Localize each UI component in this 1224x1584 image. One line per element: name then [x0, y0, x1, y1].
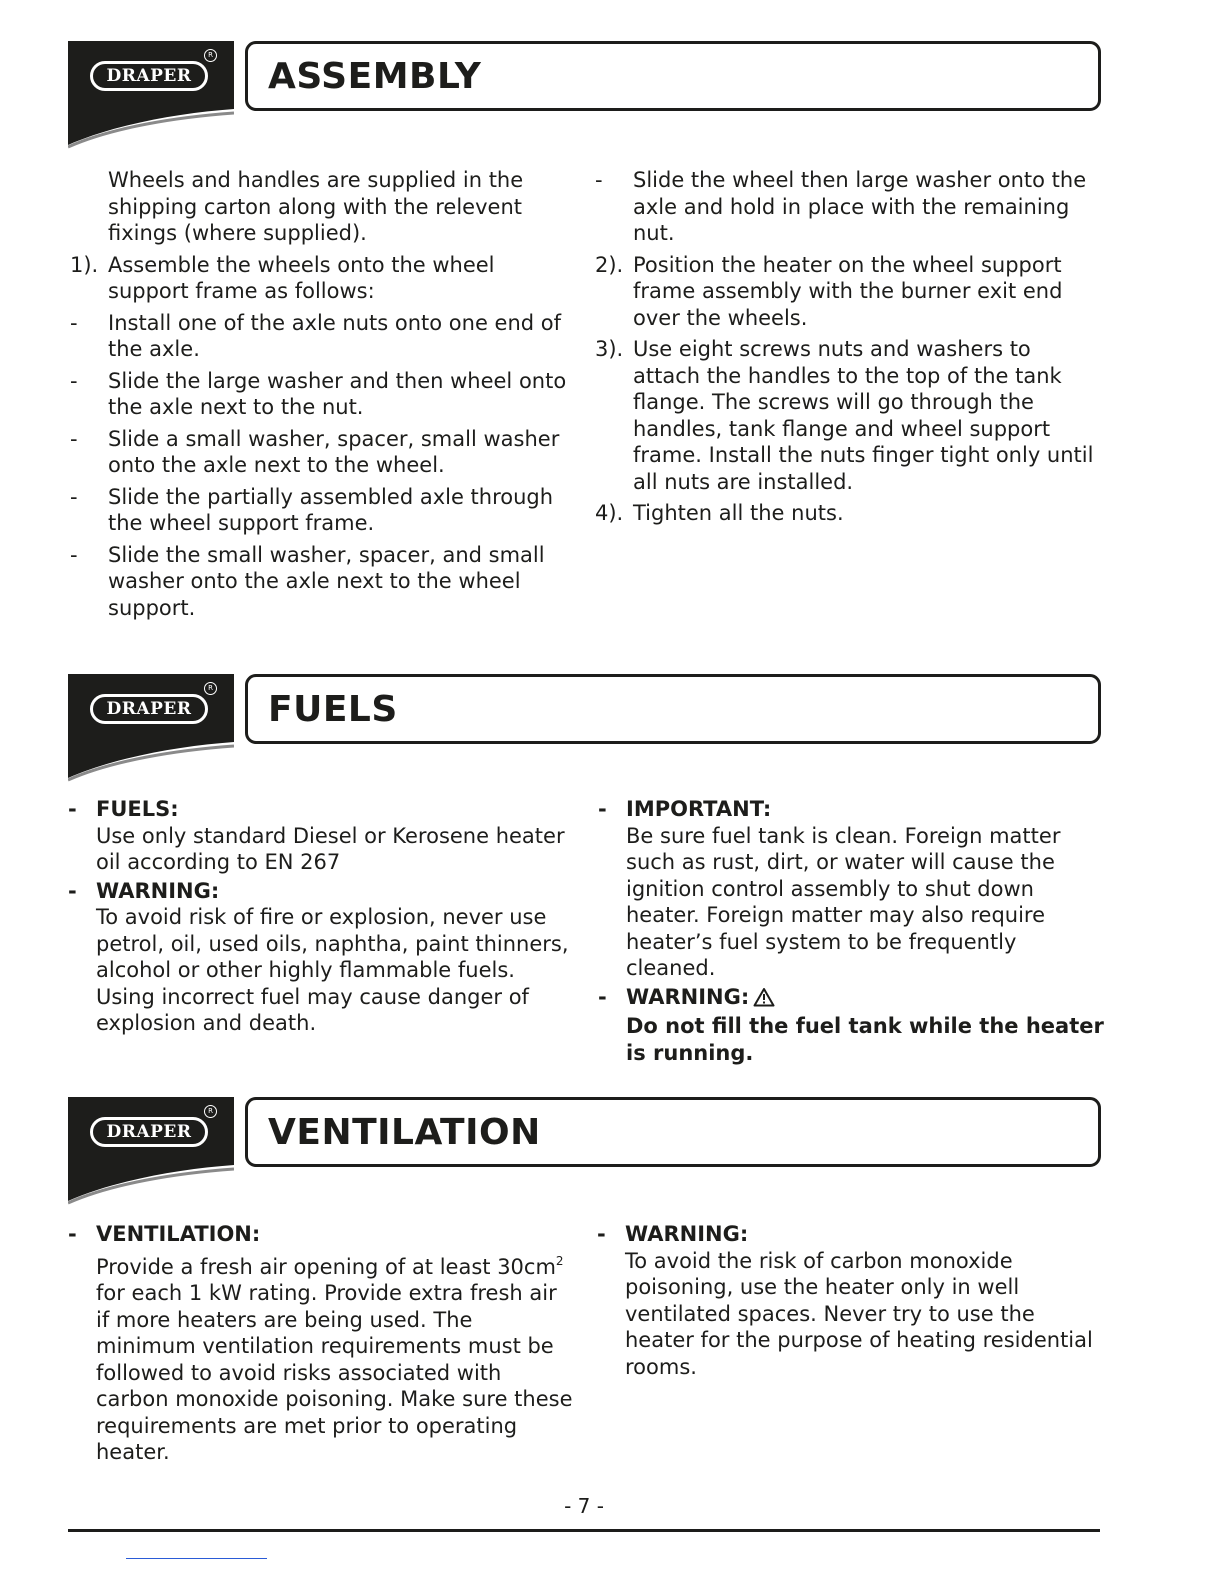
fuels-right-column — [596, 796, 1106, 1068]
list-item: - WARNING: To avoid the risk of carbon monoxide poisoning, use the heater only in well ventilated spaces. Never try to use the heater for the purpose of heating residential rooms. — [595, 1221, 1105, 1380]
ventilation-heading: VENTILATION: — [96, 1222, 261, 1246]
brand-name: DRAPER — [106, 1122, 192, 1142]
list-item: - FUELS: Use only standard Diesel or Kerosene heater oil according to EN 267 — [66, 796, 578, 876]
fuels-title: FUELS — [268, 689, 398, 730]
registered-mark: R — [204, 1105, 217, 1118]
list-item: - VENTILATION: Provide a fresh air opening of at least $30cm^2$ for each 1 kW rating. Provide extra fresh air if more heaters are being used. The minimum ventilation requirements must be followed to avoid risks associated with carbon monoxide poisoning. Make sure these requirements are met prior to operating heater. — [66, 1221, 576, 1466]
list-item: - WARNING: Do not fill the fuel tank while the heater is running. — [596, 984, 1106, 1067]
assembly-right-column — [595, 167, 1103, 532]
draper-logo — [68, 1097, 234, 1205]
fuels-title-box — [245, 674, 1101, 744]
ventilation-left-column — [66, 1221, 576, 1468]
warning-triangle-icon — [753, 987, 775, 1014]
warning-heading: WARNING: — [625, 1222, 749, 1246]
list-item: 1). Assemble the wheels onto the wheel support frame as follows: — [70, 252, 495, 303]
list-item: - WARNING: To avoid risk of fire or explosion, never use petrol, oil, used oils, naphtha, paint thinners, alcohol or other highly flammable fuels. Using incorrect fuel may cause danger of explosion and death. — [66, 878, 578, 1037]
warning-heading: WARNING: — [96, 878, 220, 903]
registered-mark: R — [204, 49, 217, 62]
warning-heading: WARNING: — [626, 984, 1106, 1014]
list-item: 3). Use eight screws nuts and washers to attach the handles to the top of the tank flange. The screws will go through the handles, tank flange and wheel support frame. Install the nuts finger tight only until all nuts are installed. — [595, 337, 1094, 494]
footer-divider — [68, 1529, 1100, 1532]
list-item: - Slide the partially assembled axle through the wheel support frame. — [70, 484, 554, 535]
draper-logo — [68, 41, 234, 149]
list-item: - Install one of the axle nuts onto one end of the axle. — [70, 310, 562, 361]
list-item: - Slide the wheel then large washer onto the axle and hold in place with the remaining nut. — [595, 168, 1087, 245]
ventilation-title-box — [245, 1097, 1101, 1167]
fuels-left-column — [66, 796, 578, 1039]
assembly-left-column — [70, 167, 580, 626]
list-item: - Slide a small washer, spacer, small washer onto the axle next to the wheel. — [70, 426, 560, 477]
list-item: Wheels and handles are supplied in the shipping carton along with the relevent fixings (where supplied). — [108, 168, 524, 245]
list-item: 4). Tighten all the nuts. — [595, 501, 844, 525]
fuels-heading: FUELS: — [96, 797, 179, 821]
ventilation-title: VENTILATION — [268, 1112, 541, 1153]
brand-name: DRAPER — [106, 66, 192, 86]
ventilation-right-column — [595, 1221, 1105, 1382]
footer-link-underline — [126, 1558, 267, 1559]
list-item: - Slide the small washer, spacer, and small washer onto the axle next to the wheel support. — [70, 542, 545, 620]
list-item: - IMPORTANT: Be sure fuel tank is clean. Foreign matter such as rust, dirt, or water will cause the ignition control assembly to shut down heater. Foreign matter may also require heater’s fuel system to be frequently cleaned. — [596, 796, 1106, 982]
registered-mark: R — [204, 682, 217, 695]
assembly-title-box — [245, 41, 1101, 111]
assembly-title: ASSEMBLY — [268, 56, 482, 97]
list-item: 2). Position the heater on the wheel support frame assembly with the burner exit end over the wheels. — [595, 252, 1063, 330]
brand-name: DRAPER — [106, 699, 192, 719]
page-number: - 7 - — [564, 1494, 604, 1518]
draper-logo — [68, 674, 234, 782]
list-item: - Slide the large washer and then wheel onto the axle next to the nut. — [70, 368, 567, 419]
important-heading: IMPORTANT: — [626, 797, 772, 821]
